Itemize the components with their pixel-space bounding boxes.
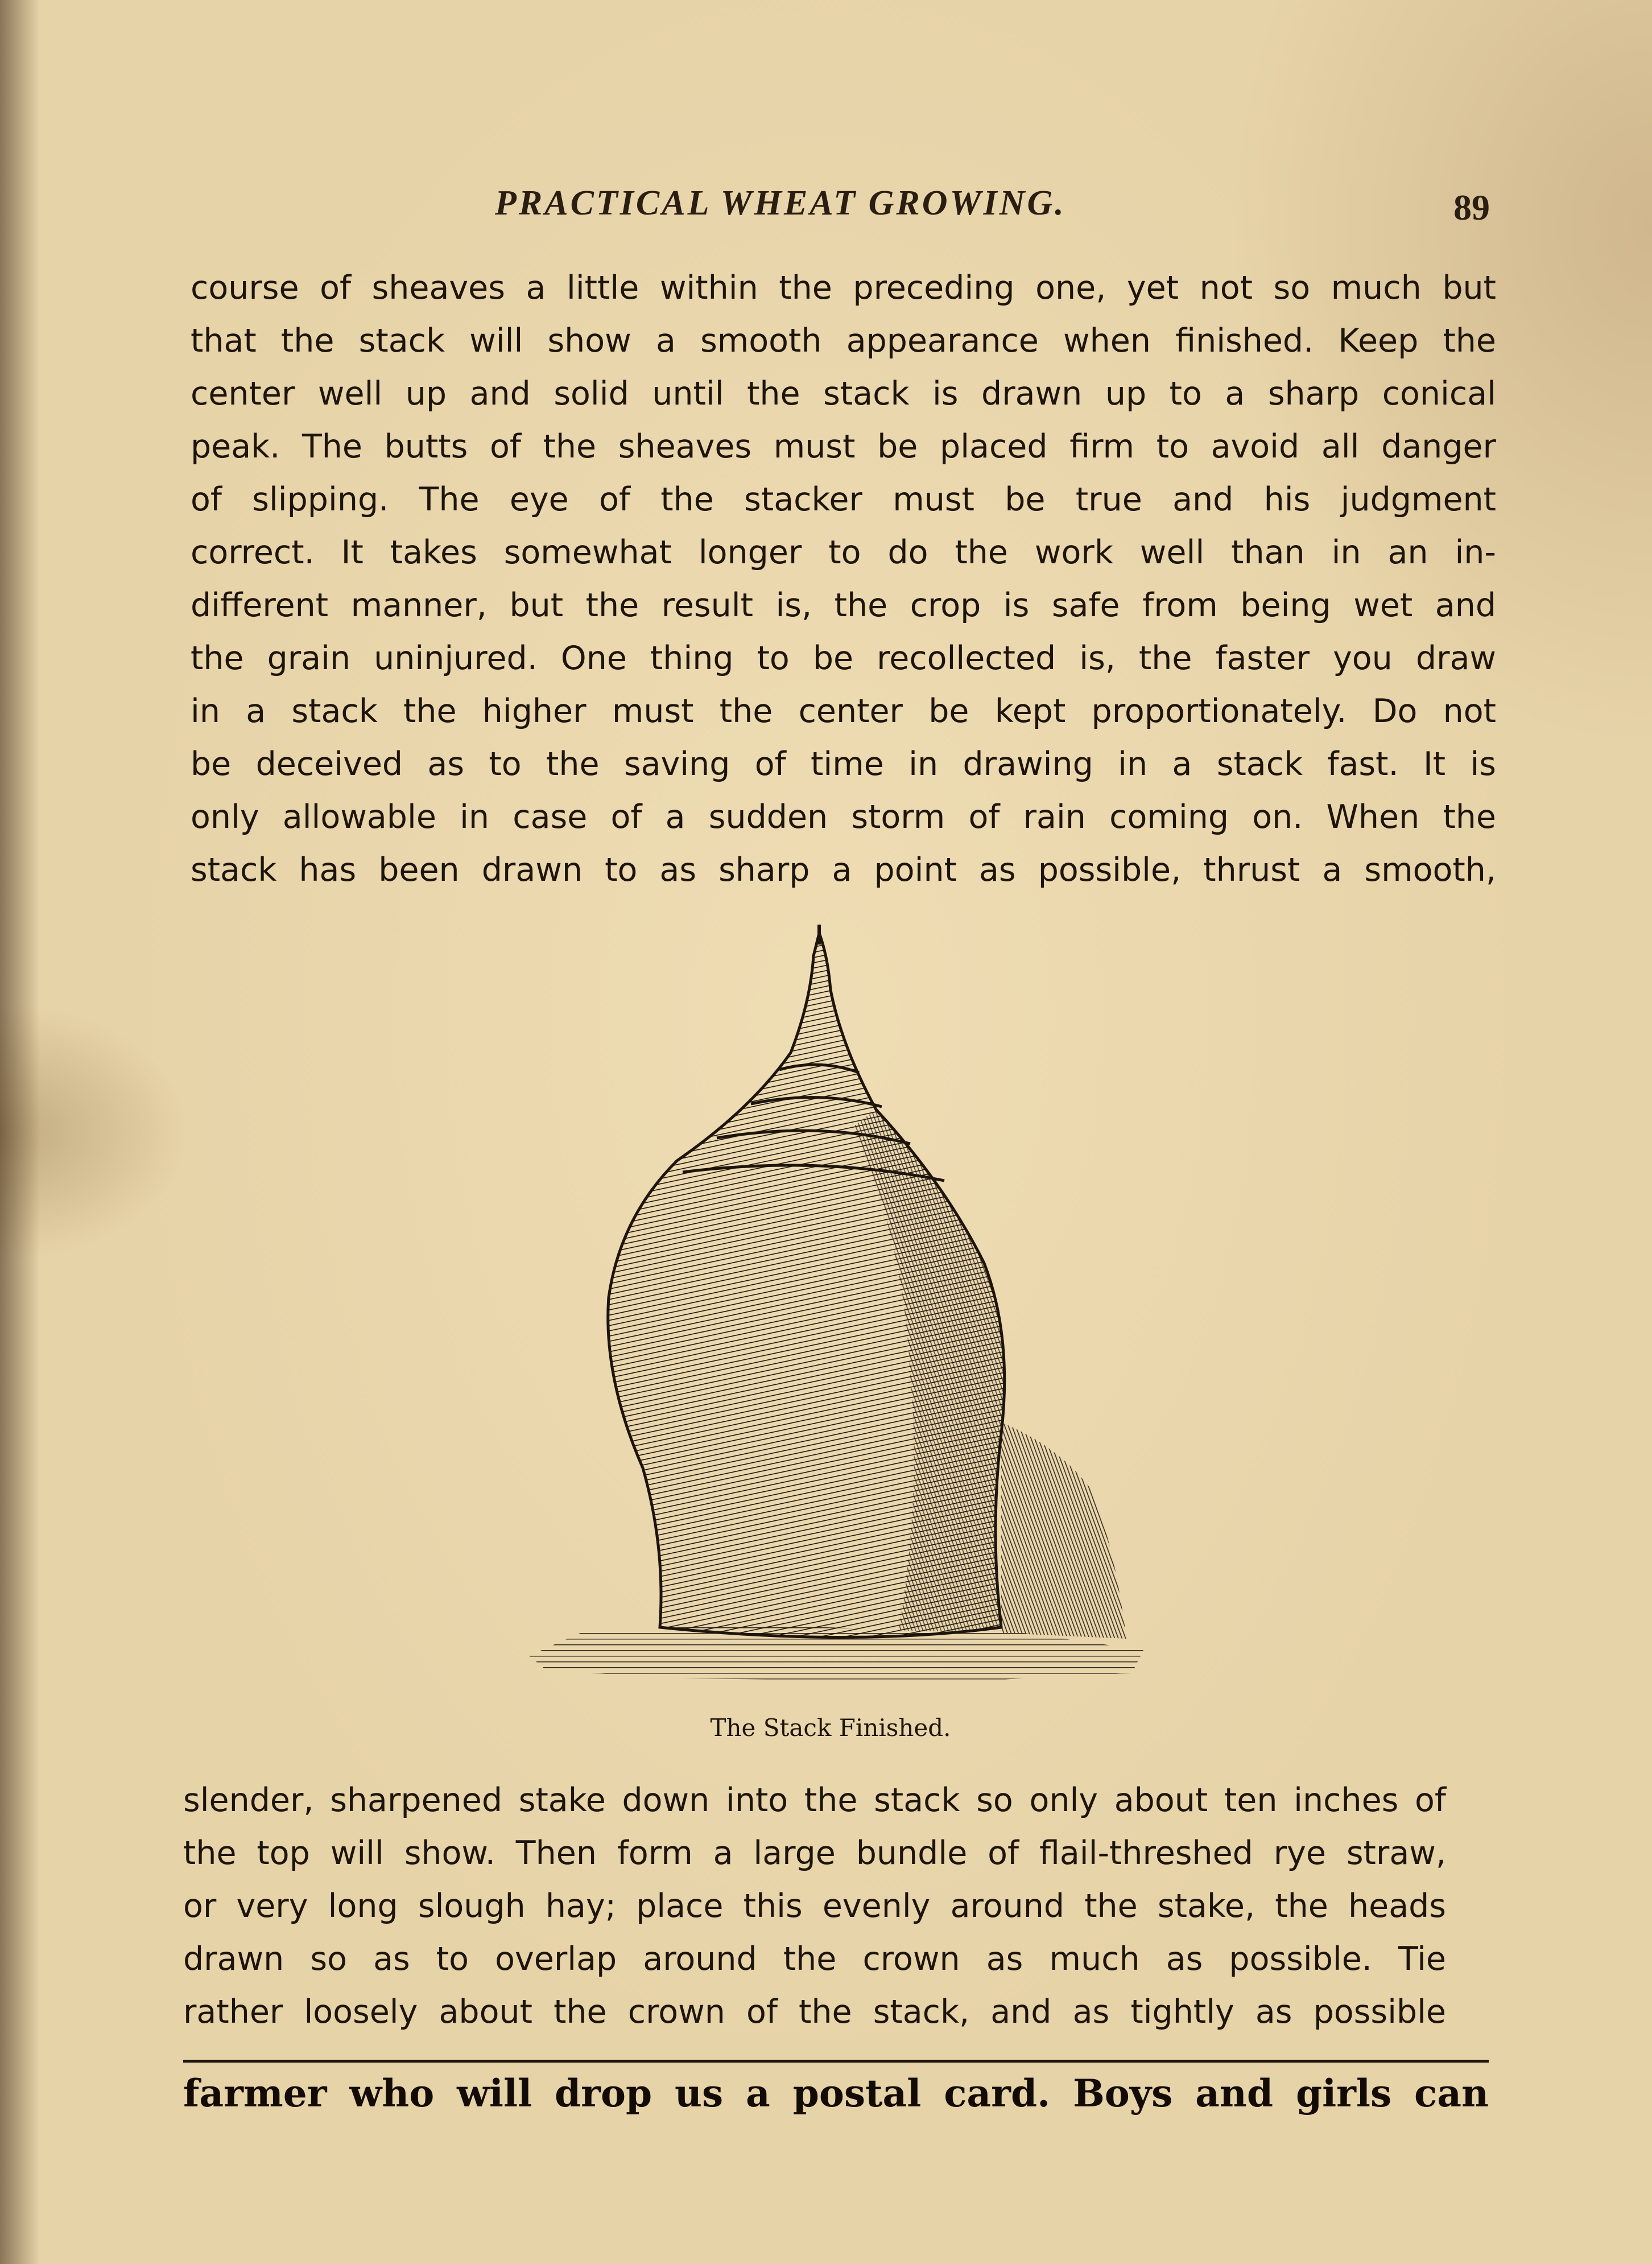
- side-shadow: [1001, 1422, 1126, 1639]
- text-line: rather loosely about the crown of the stack, and as tightly as possible: [183, 1993, 1446, 2031]
- text-line: in a stack the higher must the center be kept proportionately. Do not: [191, 692, 1496, 730]
- page-gutter-shadow: [0, 0, 40, 2264]
- text-line: of slipping. The eye of the stacker must be true and his judgment: [191, 481, 1496, 518]
- paragraph-bottom: [183, 1774, 1446, 2039]
- text-line: center well up and solid until the stack is drawn up to a sharp conical: [191, 375, 1496, 413]
- footer-advertisement: farmer who will drop us a postal card. Boys and girls can: [183, 2071, 1489, 2115]
- paragraph-top: [191, 262, 1496, 897]
- text-line: stack has been drawn to as sharp a point as possible, thrust a smooth,: [191, 851, 1496, 889]
- text-line: different manner, but the result is, the crop is safe from being wet and: [191, 587, 1496, 624]
- page-number: 89: [1453, 187, 1490, 228]
- text-line: course of sheaves a little within the preceding one, yet not so much but: [191, 269, 1496, 307]
- text-line: the grain uninjured. One thing to be recollected is, the faster you draw: [191, 640, 1496, 677]
- text-line: drawn so as to overlap around the crown as much as possible. Tie: [183, 1940, 1446, 1978]
- text-line: peak. The butts of the sheaves must be placed firm to avoid all danger: [191, 428, 1496, 465]
- figure-caption: The Stack Finished.: [710, 1714, 951, 1742]
- text-line: or very long slough hay; place this evenly around the stake, the heads: [183, 1887, 1446, 1925]
- text-line: only allowable in case of a sudden storm of rain coming on. When the: [191, 798, 1496, 836]
- text-line: that the stack will show a smooth appearance when finished. Keep the: [191, 322, 1496, 360]
- text-line: slender, sharpened stake down into the stack so only about ten inches of: [183, 1781, 1446, 1819]
- running-head-title: PRACTICAL WHEAT GROWING.: [495, 184, 1066, 222]
- text-line: the top will show. Then form a large bundle of flail-threshed rye straw,: [183, 1834, 1446, 1872]
- text-line: be deceived as to the saving of time in drawing in a stack fast. It is: [191, 745, 1496, 783]
- text-line: correct. It takes somewhat longer to do the work well than in an in-: [191, 534, 1496, 571]
- wheat-stack-illustration: [512, 922, 1183, 1701]
- footer-divider: [183, 2060, 1489, 2063]
